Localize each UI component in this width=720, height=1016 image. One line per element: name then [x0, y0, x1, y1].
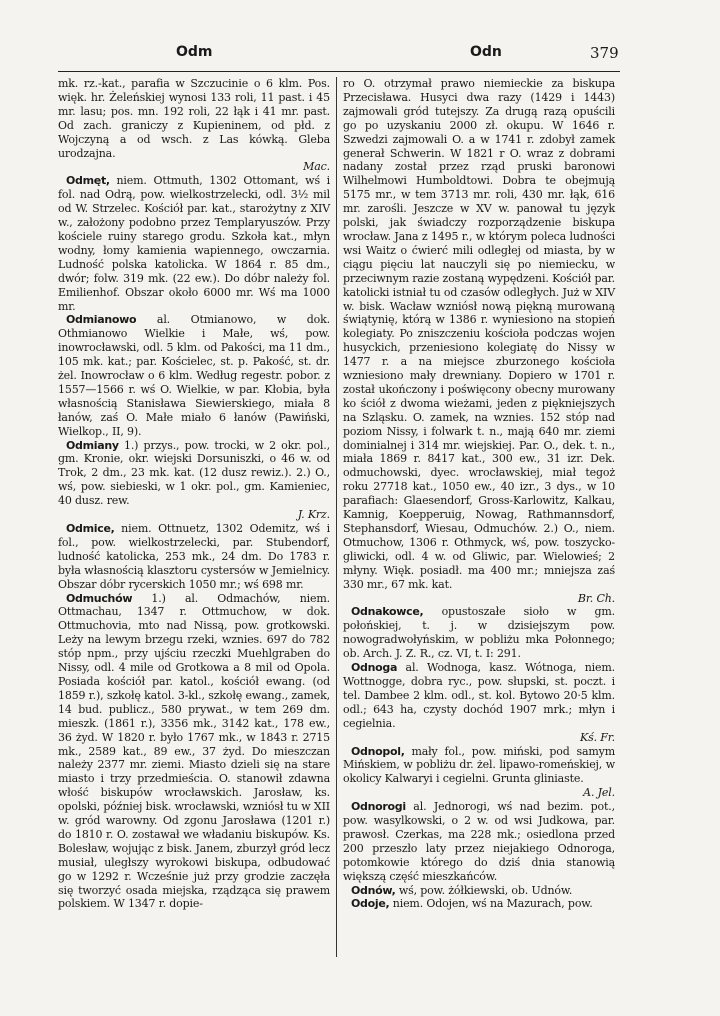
entry-headword: Odnorogi: [351, 800, 406, 814]
entry-author: A. Jel.: [583, 786, 615, 800]
entry-headword: Odmęt,: [66, 174, 110, 188]
entry-text: mk. rz.-kat., parafia w Szczucinie o 6 klm. Pos. więk. hr. Żeleńskiej wynosi 133 roli, 11 past. i 45 mr. lasu; pos. mn. 192 roli, 22 łąk i 41 mr. past. Od zach. graniczy z Kupieninem, od płd. z Wojczyną a od wsch. z Las kówką. Gleba urodzajna.: [58, 77, 330, 160]
column-divider: [336, 77, 337, 957]
entry-text: al. Wodnoga, kasz. Wótnoga, niem. Wottnogge, dobra ryc., pow. słupski, st. poczt. i tel. Dambee 2 klm. odl., st. kol. Bytowo 20·5 klm. odl.; 643 ha, czysty dochód 1907 mrk.; młyn i cegielnia.: [343, 661, 615, 730]
running-head-right: Odn: [470, 44, 502, 60]
entry-author: J. Krz.: [297, 508, 330, 522]
entry-headword: Odoje,: [351, 897, 390, 911]
dictionary-entry: [58, 174, 330, 313]
entry-author: Mac.: [303, 160, 330, 174]
entry-headword: Odmice,: [66, 522, 115, 535]
dictionary-entry: [343, 897, 615, 911]
entry-headword: Odmiany: [66, 438, 119, 452]
dictionary-entry: [343, 884, 615, 898]
entry-headword: Odnoga: [351, 661, 398, 675]
page-number: 379: [590, 44, 619, 62]
entry-text: mały fol., pow. miński, pod samym Mińskiem, w pobliżu dr. żel. lipawo-romeńskiej, w okolicy Kalwaryi i cegielni. Grunta gliniaste.: [343, 744, 615, 786]
entry-text: al. Otmianowo, w dok. Othmianowo Wielkie i Małe, wś, pow. inowrocławski, odl. 5 klm. od Pakości, ma 11 dm., 105 mk. kat.; par. Kościelec, st. p. Pakość, st. dr. żel. Inowrocław o 6 klm. Według regestr. pobor. z 1557—1566 r. wś O. Wielkie, w par. Kłobia, była własnością Stanisława Siewierskiego, miała 8 łanów, zaś O. Małe miało 6 łanów (Pawiński, Wielkop., II, 9).: [58, 313, 330, 438]
entry-text: niem. Odojen, wś na Mazurach, pow.: [392, 897, 593, 911]
entry-headword: Odmuchów: [66, 591, 133, 605]
dictionary-entry: [58, 77, 330, 174]
entry-headword: Odmianowo: [66, 313, 137, 327]
entry-text: wś, pow. żółkiewski, ob. Udnów.: [398, 883, 573, 897]
entry-author: Br. Ch.: [577, 591, 615, 605]
entry-text: 1.) przys., pow. trocki, w 2 okr. pol., gm. Kronie, okr. wiejski Dorsuniszki, o 46 w. od Trok, 2 dm., 23 mk. kat. (12 dusz rewiz.). 2.) O., wś, pow. siebieski, w 1 okr. pol., gm. Kamieniec, 40 dusz. rew.: [58, 438, 330, 508]
entry-text: niem. Ottnuetz, 1302 Odemitz, wś i fol., pow. wielkostrzelecki, par. Stubendorf, ludność katolicka, 253 mk., 24 dm. Do 1783 r. była własnością klasztoru cystersów w Jemielnicy. Obszar dóbr rycerskich 1050 mr.; wś 698 mr.: [58, 522, 330, 591]
dictionary-entry: [58, 313, 330, 438]
running-head-left: Odm: [176, 44, 213, 60]
left-column: [58, 77, 330, 911]
header-rule: [58, 71, 620, 72]
dictionary-entry: [58, 439, 330, 522]
entry-headword: Odnów,: [351, 883, 396, 897]
right-column: [343, 77, 615, 911]
dictionary-entry: [343, 661, 615, 744]
entry-author: Kś. Fr.: [580, 730, 615, 744]
entry-text: ro O. otrzymał prawo niemieckie za biskupa Przecisława. Husyci dwa razy (1429 i 1443) zajmowali gród tutejszy. Za drugą razą opuścili go po uzyskaniu 2000 zł. okupu. W 1646 r. Szwedzi zajmowali O. a w 1741 r. zdobył zamek generał Schwerin. W 1821 r O. wraz z dobrami nadany został przez rząd pruski baronowi Wilhelmowi Humboldtowi. Dobra te obejmują 5175 mr., w tem 3713 mr. roli, 430 mr. łąk, 616 mr. zarośli. Jeszcze w XV w. panował tu język polski, jak świadczy rozporządzenie biskupa wrocław. Jana z 1495 r., w którym poleca ludności wsi Waitz o ćwierć mili odległej od miasta, by w ciągu pięciu lat nauczyli się po niemiecku, w przeciwnym razie zostaną wypędzeni. Kościół par. katolicki istniał tu od czasów odległych. Już w XIV w. bisk. Wacław wzniósł nową piękną murowaną świątynię, którą w 1386 r. wyniesiono na stopień kolegiaty. Po zniszczeniu kościoła podczas wojen husyckich, przeniesiono kolegiatę do Nissy w 1477 r. a na miejsce zburzonego kościoła wzniesiono mały drewniany. Dopiero w 1701 r. został ukończony i poświęcony obecny murowany ko ściół z dwoma wieżami, jeden z piękniejszych na Szląsku. O. zamek, na wznies. 152 stóp nad poziom Nissy, i folwark t. n., mają 640 mr. ziemi dominialnej i 314 mr. wiejskiej. Par. O., dek. t. n., miała 1869 r. 8417 kat., 300 ew., 31 izr. Dek. odmuchowski, dyec. wrocławskiej, miał tegoż roku 27718 kat., 1050 ew., 40 izr., 3 dys., w 10 parafiach: Glaesendorf, Gross-Karlowitz, Kalkau, Kamnig, Koepperuig, Nowag, Rathmannsdorf, Stephansdorf, Wiesau, Odmuchów. 2.) O., niem. Otmuchow, 1306 r. Othmyck, wś, pow. toszycko-gliwicki, odl. 4 w. od Gliwic, par. Wielowieś; 2 młyny. Więk. posiadł. ma 400 mr.; mniejsza zaś 330 mr., 67 mk. kat.: [343, 77, 615, 591]
entry-text: 1.) al. Odmachów, niem. Ottmachau, 1347 r. Ottmuchow, w dok. Ottmuchovia, mto nad Nissą, pow. grotkowski. Leży na lewym brzegu rzeki, wznies. 697 do 782 stóp npm., przy ujściu rzeczki Muehlgraben do Nissy, odl. 4 mile od Grotkowa a 8 mil od Opola. Posiada kościół par. katol., kościół ewang. (od 1859 r.), szkołę katol. 3-kl., szkołę ewang., zamek, 14 bud. publicz., 580 prywat., w tem 269 dm. mieszk. (1861 r.), 3356 mk., 3142 kat., 178 ew., 36 żyd. W 1820 r. było 1767 mk., w 1843 r. 2715 mk., 2589 kat., 89 ew., 37 żyd. Do mieszczan należy 2377 mr. ziemi. Miasto dzieli się na stare miasto i trzy przedmieścia. O. stanowił zdawna włość biskupów wrocławskich. Jarosław, ks. opolski, później bisk. wrocławski, wzniósł tu w XII w. gród warowny. Od zgonu Jarosława (1201 r.) do 1810 r. O. zostawał we władaniu biskupów. Ks. Bolesław, wojując z bisk. Janem, zburzył gród lecz musiał, uległszy wyrokowi biskupa, odbudować go w 1292 r. Wcześnie już przy grodzie zaczęła się tworzyć osada miejska, rządząca się prawem polskiem. W 1347 r. dopie-: [58, 591, 330, 911]
dictionary-entry: [343, 77, 615, 605]
entry-text: opustoszałe sioło w gm. połońskiej, t. j. w dzisiejszym pow. nowogradwołyńskim, w pobliżu mka Połonnego; ob. Arch. J. Z. R., cz. VI, t. I: 291.: [343, 605, 615, 661]
entry-headword: Odnakowce,: [351, 605, 424, 619]
dictionary-entry: [343, 800, 615, 883]
entry-text: niem. Ottmuth, 1302 Ottomant, wś i fol. nad Odrą, pow. wielkostrzelecki, odl. 3½ mil od W. Strzelec. Kościół par. kat., starożytny z XIV w., założony podobno przez Templaryuszów. Przy kościele ruiny starego grodu. Szkoła kat., młyn wodny, łomy kamienia wapiennego, owczarnia. Ludność polska katolicka. W 1864 r. 85 dm., dwór; folw. 319 mk. (22 ew.). Do dóbr należy fol. Emilienhof. Obszar około 6000 mr. Wś ma 1000 mr.: [58, 174, 330, 313]
dictionary-entry: [58, 592, 330, 912]
dictionary-entry: [343, 745, 615, 801]
dictionary-entry: [58, 522, 330, 592]
entry-headword: Odnopol,: [351, 744, 405, 758]
dictionary-entry: [343, 605, 615, 661]
entry-text: al. Jednorogi, wś nad bezim. pot., pow. wasylkowski, o 2 w. od wsi Judkowa, par. prawosł. Czerkas, ma 228 mk.; osiedlona przed 200 przeszło laty przez niejakiego Odnoroga, potomkowie którego do dziś dnia stanowią większą część mieszkańców.: [343, 800, 615, 883]
